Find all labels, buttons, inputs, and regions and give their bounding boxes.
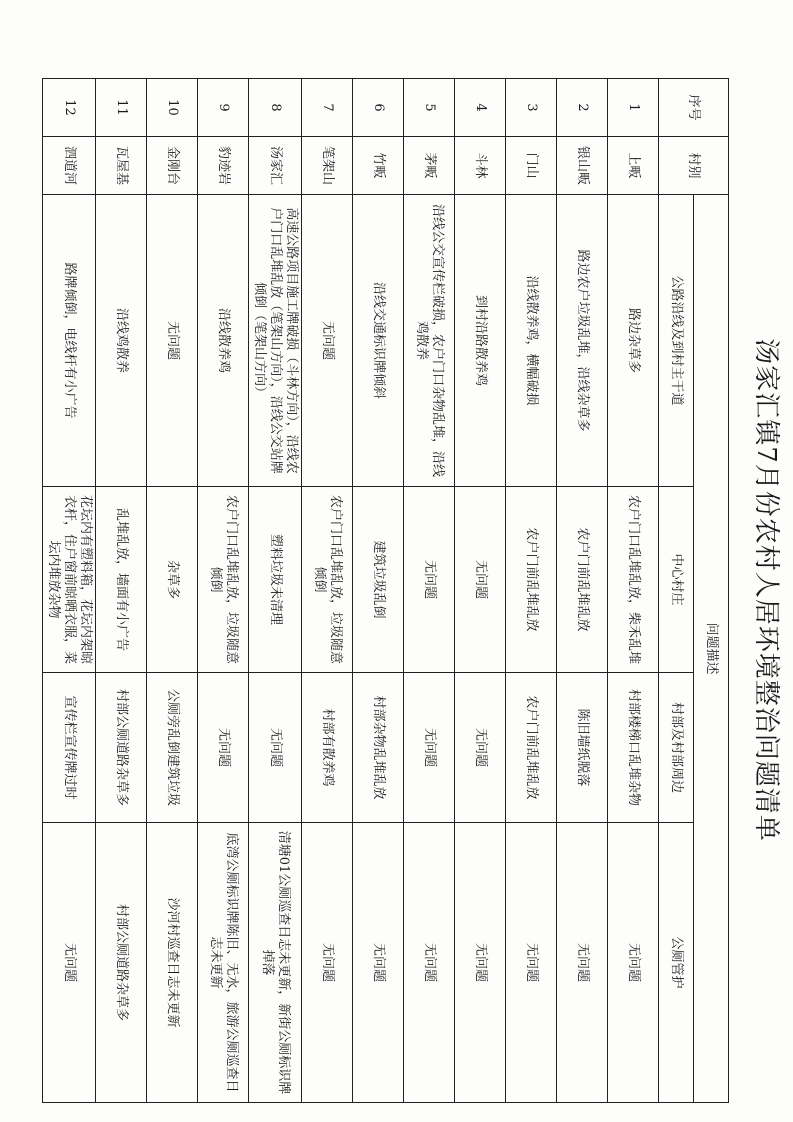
row-village: 豹迹岩 bbox=[198, 137, 249, 195]
row-seq: 4 bbox=[455, 79, 506, 137]
row-department: 村部楼梯口乱堆杂物 bbox=[608, 673, 659, 823]
row-department: 无问题 bbox=[198, 673, 249, 823]
row-village: 瓦屋基 bbox=[96, 137, 147, 195]
row-road: 沿线交通标识牌倾斜 bbox=[353, 195, 404, 487]
row-center: 农户门口乱堆乱放，柴禾乱堆 bbox=[608, 487, 659, 673]
row-village: 上畈 bbox=[608, 137, 659, 195]
table-row bbox=[455, 79, 506, 1103]
row-toilet: 底湾公厕标识牌陈旧、无水，旅游公厕巡查日志未更新 bbox=[198, 823, 249, 1103]
row-seq: 7 bbox=[302, 79, 353, 137]
row-center: 乱堆乱放，墙面有小广告 bbox=[96, 487, 147, 673]
row-village: 门山 bbox=[506, 137, 557, 195]
row-center: 建筑垃圾乱倒 bbox=[353, 487, 404, 673]
row-toilet: 沙河村巡查日志未更新 bbox=[147, 823, 198, 1103]
row-toilet: 无问题 bbox=[608, 823, 659, 1103]
row-seq: 5 bbox=[404, 79, 455, 137]
row-department: 无问题 bbox=[249, 673, 302, 823]
row-seq: 9 bbox=[198, 79, 249, 137]
subheader-row bbox=[659, 79, 694, 1103]
row-road: 沿线散养鸡，横幅破损 bbox=[506, 195, 557, 487]
table-row bbox=[43, 79, 96, 1103]
problem-table bbox=[42, 78, 729, 1103]
row-road: 沿线鸡散养 bbox=[96, 195, 147, 487]
row-center: 农户门口乱堆乱放，垃圾随意倾倒 bbox=[198, 487, 249, 673]
row-department: 村部杂物乱堆乱放 bbox=[353, 673, 404, 823]
table-row bbox=[608, 79, 659, 1103]
row-village: 茅畈 bbox=[404, 137, 455, 195]
row-department: 陈旧墙纸脱落 bbox=[557, 673, 608, 823]
row-center: 无问题 bbox=[404, 487, 455, 673]
row-road: 沿线散养鸡 bbox=[198, 195, 249, 487]
row-road: 到村沿路散养鸡 bbox=[455, 195, 506, 487]
row-village: 银山畈 bbox=[557, 137, 608, 195]
table-row bbox=[302, 79, 353, 1103]
row-toilet: 无问题 bbox=[506, 823, 557, 1103]
row-seq: 6 bbox=[353, 79, 404, 137]
row-seq: 8 bbox=[249, 79, 302, 137]
row-road: 路牌倾倒，电线杆有小广告 bbox=[43, 195, 96, 487]
header-department: 村部及村部周边 bbox=[659, 673, 694, 823]
row-center: 农户门前乱堆乱放 bbox=[506, 487, 557, 673]
row-road: 路边杂草多 bbox=[608, 195, 659, 487]
header-problem-desc: 问题描述 bbox=[694, 195, 729, 1103]
row-toilet: 无问题 bbox=[43, 823, 96, 1103]
row-center: 杂草多 bbox=[147, 487, 198, 673]
table-row bbox=[249, 79, 302, 1103]
row-road: 路边农户垃圾乱堆，沿线杂草多 bbox=[557, 195, 608, 487]
row-road: 沿线公交宣传栏破损，农户门口杂物乱堆，沿线鸡散养 bbox=[404, 195, 455, 487]
page-title: 汤家汇镇7月份农村人居环境整治问题清单 bbox=[751, 338, 781, 842]
row-department: 村部有散养鸡 bbox=[302, 673, 353, 823]
row-seq: 12 bbox=[43, 79, 96, 137]
header-center: 中心村庄 bbox=[659, 487, 694, 673]
row-road: 高速公路项目施工牌破损（斗林方向），沿线农户门口乱堆乱放（笔架山方向），沿线公交站牌倾倒（笔架山方向） bbox=[249, 195, 302, 487]
row-toilet: 清塘01公厕巡查日志未更新，新街公厕标识牌掉落 bbox=[249, 823, 302, 1103]
row-village: 笔架山 bbox=[302, 137, 353, 195]
row-department: 农户门前乱堆乱放 bbox=[506, 673, 557, 823]
rotated-sheet bbox=[46, 78, 793, 1102]
table-row bbox=[557, 79, 608, 1103]
row-road: 无问题 bbox=[302, 195, 353, 487]
row-toilet: 村部公厕道路杂草多 bbox=[96, 823, 147, 1103]
row-seq: 1 bbox=[608, 79, 659, 137]
table-row bbox=[96, 79, 147, 1103]
row-seq: 10 bbox=[147, 79, 198, 137]
row-department: 无问题 bbox=[404, 673, 455, 823]
row-toilet: 无问题 bbox=[353, 823, 404, 1103]
row-department: 无问题 bbox=[455, 673, 506, 823]
row-center: 农户门口乱堆乱放，垃圾随意倾倒 bbox=[302, 487, 353, 673]
row-road: 无问题 bbox=[147, 195, 198, 487]
row-village: 斗林 bbox=[455, 137, 506, 195]
row-village: 金刚台 bbox=[147, 137, 198, 195]
table-row bbox=[506, 79, 557, 1103]
table-row bbox=[198, 79, 249, 1103]
header-row bbox=[694, 79, 729, 1103]
header-road: 公路沿线及到村主干道 bbox=[659, 195, 694, 487]
row-seq: 3 bbox=[506, 79, 557, 137]
row-toilet: 无问题 bbox=[455, 823, 506, 1103]
row-toilet: 无问题 bbox=[557, 823, 608, 1103]
row-village: 汤家汇 bbox=[249, 137, 302, 195]
row-department: 公厕旁乱倒建筑垃圾 bbox=[147, 673, 198, 823]
row-seq: 11 bbox=[96, 79, 147, 137]
header-seq: 序号 bbox=[659, 79, 729, 137]
header-toilet: 公厕管护 bbox=[659, 823, 694, 1103]
row-center: 花坛内有塑料箱，花坛内架晾衣杆，住户窗前晾晒衣服，菜坛内堆放杂物 bbox=[43, 487, 96, 673]
table-row bbox=[404, 79, 455, 1103]
header-village: 村别 bbox=[659, 137, 729, 195]
row-department: 宣传栏宣传牌过时 bbox=[43, 673, 96, 823]
row-center: 塑料垃圾未清理 bbox=[249, 487, 302, 673]
row-toilet: 无问题 bbox=[302, 823, 353, 1103]
table-row bbox=[147, 79, 198, 1103]
row-department: 村部公厕道路杂草多 bbox=[96, 673, 147, 823]
row-village: 竹畈 bbox=[353, 137, 404, 195]
row-seq: 2 bbox=[557, 79, 608, 137]
row-village: 泗道河 bbox=[43, 137, 96, 195]
table-row bbox=[353, 79, 404, 1103]
row-center: 无问题 bbox=[455, 487, 506, 673]
row-toilet: 无问题 bbox=[404, 823, 455, 1103]
row-center: 农户门前乱堆乱放 bbox=[557, 487, 608, 673]
